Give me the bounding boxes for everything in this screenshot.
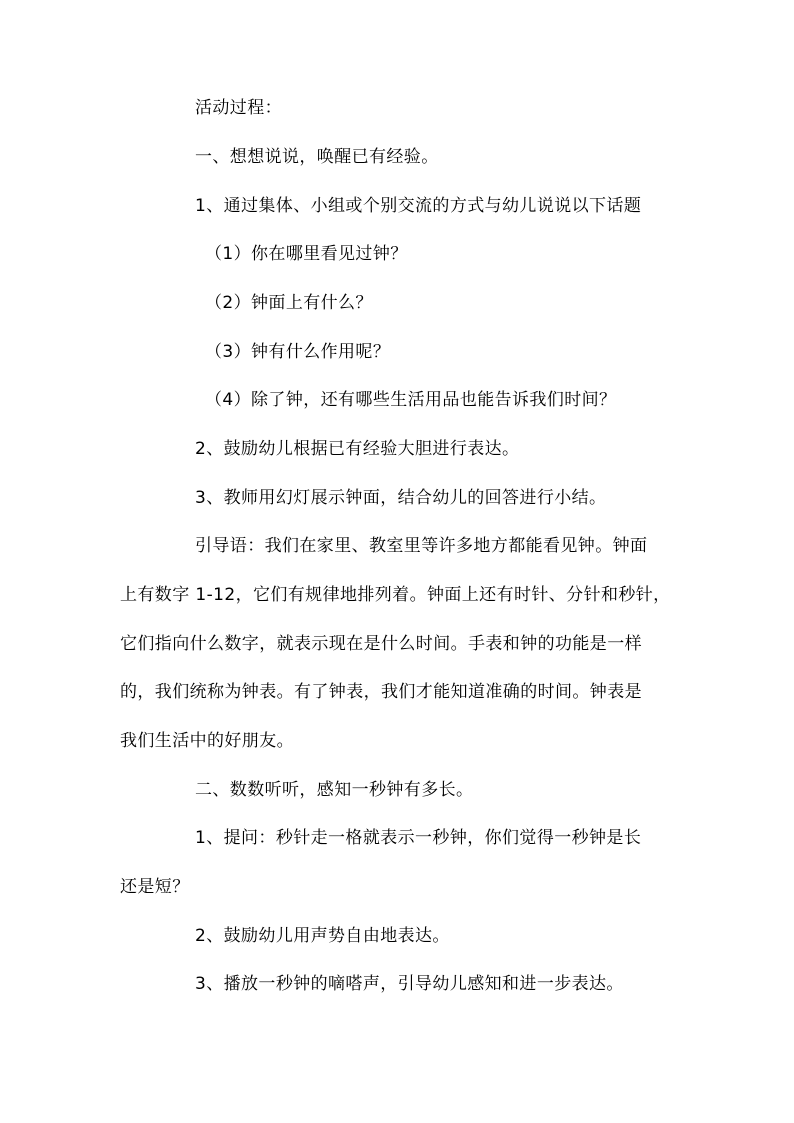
section-heading-two: 二、数数听听，感知一秒钟有多长。 [195,780,474,800]
section-heading-one: 一、想想说说，唤醒已有经验。 [195,147,439,167]
paragraph-line: 还是短？ [120,877,190,897]
paragraph-line: 上有数字 1-12，它们有规律地排列着。钟面上还有时针、分针和秒针， [120,585,671,605]
paragraph: 2、鼓励幼儿用声势自由地表达。 [195,926,450,946]
question-item: （1）你在哪里看见过钟？ [205,244,408,264]
paragraph-line: 它们指向什么数字，就表示现在是什么时间。手表和钟的功能是一样 [120,634,642,654]
section-heading-activity-process: 活动过程： [195,98,282,118]
paragraph-line: 我们生活中的好朋友。 [120,731,294,751]
question-item: （2）钟面上有什么？ [205,293,373,313]
question-item: （3）钟有什么作用呢？ [205,342,391,362]
paragraph: 3、教师用幻灯展示钟面，结合幼儿的回答进行小结。 [195,488,607,508]
paragraph-line: 的，我们统称为钟表。有了钟表，我们才能知道准确的时间。钟表是 [120,682,642,702]
paragraph: 3、播放一秒钟的嘀嗒声，引导幼儿感知和进一步表达。 [195,974,624,994]
paragraph-line: 引导语：我们在家里、教室里等许多地方都能看见钟。钟面 [195,536,648,556]
paragraph: 1、通过集体、小组或个别交流的方式与幼儿说说以下话题 [195,196,642,216]
paragraph: 2、鼓励幼儿根据已有经验大胆进行表达。 [195,439,520,459]
question-item: （4）除了钟，还有哪些生活用品也能告诉我们时间？ [205,390,617,410]
paragraph-line: 1、提问：秒针走一格就表示一秒钟，你们觉得一秒钟是长 [195,828,642,848]
